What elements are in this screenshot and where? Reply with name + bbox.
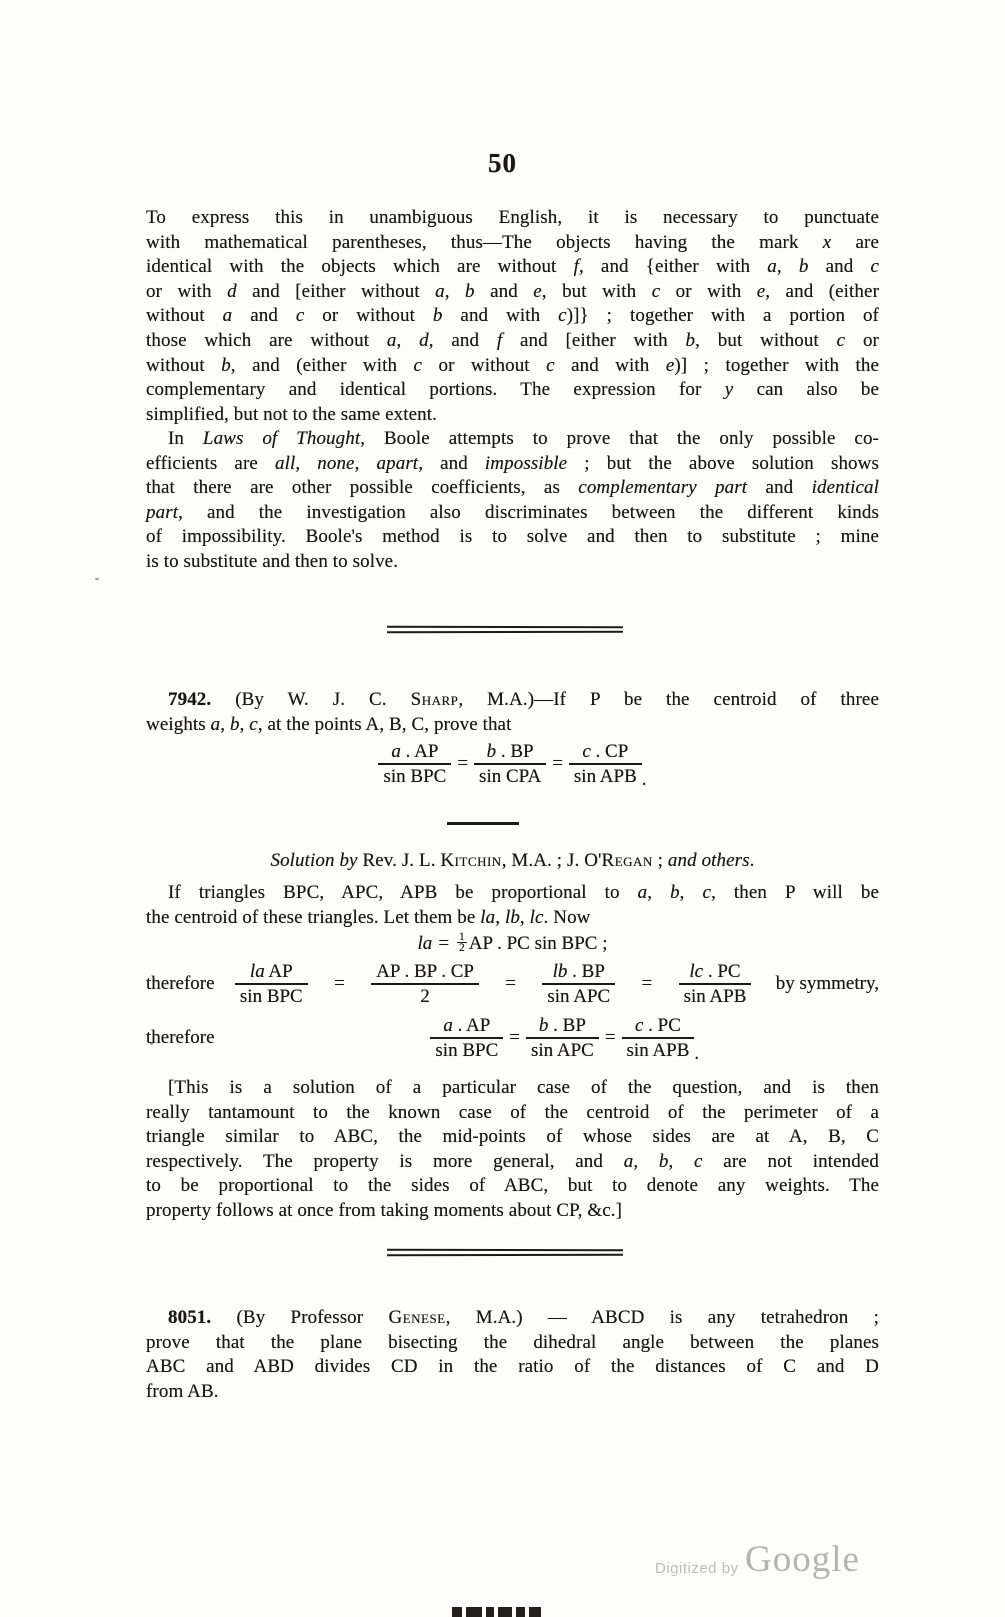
text-segment: , M.A.) — ABCD is any tetrahedron ; — [445, 1307, 879, 1328]
text-segment: b — [486, 741, 497, 762]
text-segment: . BP — [496, 741, 534, 762]
text-line — [146, 1101, 879, 1126]
text-segment: , — [444, 280, 466, 302]
text-segment: or without — [422, 354, 547, 376]
la-equation — [146, 930, 879, 958]
text-segment: , — [396, 329, 420, 351]
text-segment: sin APC — [530, 1040, 594, 1061]
text-segment: c — [546, 354, 555, 376]
one-half-fraction: $\frac{1}{2}$ — [459, 930, 465, 954]
therefore-row-1 — [146, 958, 879, 1010]
text-segment: none — [317, 452, 355, 474]
text-segment: , and — [418, 452, 485, 474]
text-segment: b — [221, 354, 231, 376]
text-segment: If triangles BPC, APC, APB be proportional to — [168, 882, 638, 903]
therefore-label: therefore — [146, 1027, 215, 1048]
text-line — [146, 1331, 879, 1356]
text-segment: apart — [376, 452, 419, 474]
text-segment: , — [220, 713, 230, 735]
text-segment: d — [227, 280, 237, 302]
text-segment: or without — [304, 305, 433, 327]
text-segment: f — [496, 329, 503, 351]
fraction — [378, 740, 451, 788]
text-segment: sin BPC — [435, 1040, 499, 1061]
text-segment: property follows at once from taking moments about CP, &c.] — [146, 1199, 623, 1221]
text-segment: 8051. — [168, 1307, 212, 1328]
text-segment: of impossibility. Boole's method is to solve and then to substitute ; mine — [146, 526, 879, 548]
text-segment: c — [295, 305, 305, 327]
text-segment: To express this in unambiguous English, it is necessary to punctuate — [146, 207, 879, 228]
text-line — [146, 476, 879, 501]
text-line — [146, 1174, 879, 1199]
text-segment: lc — [529, 906, 544, 928]
text-line — [146, 255, 879, 280]
text-segment: and others — [667, 850, 750, 871]
text-line — [146, 378, 879, 403]
text-segment: sin BPC — [383, 766, 447, 787]
formula-period: . — [641, 769, 647, 790]
text-segment: and [either without — [236, 280, 436, 302]
text-segment: c — [870, 256, 880, 278]
equals-sign: = — [509, 1027, 520, 1048]
text-segment: or — [845, 329, 879, 351]
text-line — [146, 354, 879, 379]
fraction — [474, 740, 546, 788]
scan-speck — [95, 578, 99, 580]
text-segment: , — [679, 882, 703, 903]
text-segment: b — [538, 1015, 549, 1036]
text-segment: , and (either — [765, 280, 879, 302]
text-line — [146, 525, 879, 550]
by-symmetry-label: by symmetry, — [775, 973, 879, 994]
text-segment: c — [413, 354, 423, 376]
text-segment: , — [295, 452, 318, 474]
text-segment: , — [239, 713, 250, 735]
text-line — [146, 1306, 879, 1331]
text-segment: simplified, but not to the same extent. — [146, 403, 437, 425]
text-segment: . Now — [543, 906, 591, 928]
text-segment: , — [776, 256, 799, 278]
text-line — [146, 329, 879, 354]
text-segment: AP — [264, 961, 293, 982]
text-segment: c — [836, 329, 846, 351]
text-segment: b — [432, 305, 443, 327]
text-segment: or with — [146, 280, 228, 302]
text-segment: lb — [504, 906, 520, 928]
text-segment: complementary part — [578, 477, 748, 499]
text-segment: [This is a solution of a particular case of the question, and is then — [168, 1077, 879, 1098]
therefore-label: therefore — [146, 973, 215, 994]
text-segment: , and — [428, 329, 497, 351]
text-segment: Laws of Thought — [202, 428, 361, 449]
text-segment: , and {either with — [578, 256, 768, 278]
text-segment: a — [222, 305, 233, 327]
text-segment: , and (either with — [230, 354, 414, 376]
text-segment: without — [146, 305, 223, 327]
text-line — [146, 427, 879, 452]
text-segment: , then P will be — [711, 882, 880, 903]
text-segment: , M.A.)—If P be the centroid of three — [458, 689, 880, 710]
text-segment: and [either with — [502, 329, 686, 351]
text-segment: . PC — [643, 1015, 681, 1036]
text-segment: sin BPC — [239, 986, 303, 1007]
therefore-row-2 — [146, 1012, 879, 1064]
text-segment: ; but the above solution shows — [567, 452, 879, 474]
equals-sign: = — [552, 753, 563, 774]
equation-rest: AP . PC sin BPC ; — [468, 933, 608, 954]
text-segment: and with — [554, 354, 666, 376]
text-segment: a — [391, 741, 401, 762]
text-segment: sin APB — [683, 986, 747, 1007]
text-segment: efficients are — [146, 452, 275, 474]
text-segment: and — [474, 280, 534, 302]
text-segment: a — [767, 256, 777, 278]
text-segment: c — [694, 1150, 703, 1172]
fraction — [679, 960, 752, 1008]
text-segment: d — [419, 329, 429, 351]
text-segment: . AP — [400, 741, 439, 762]
equals-sign: = — [457, 753, 469, 774]
text-line — [146, 1076, 879, 1101]
text-segment: can also be — [733, 379, 879, 401]
text-segment: e — [756, 280, 766, 302]
section-separator-rule — [387, 626, 623, 634]
text-segment: that there are other possible coefficients, as — [146, 477, 579, 499]
text-segment: sin APC — [547, 986, 611, 1007]
cutoff-text-fragment — [452, 1607, 562, 1617]
text-segment: impossible — [484, 452, 568, 474]
equals-sign: = — [604, 1027, 616, 1048]
text-segment: a — [623, 1150, 634, 1172]
text-line — [146, 501, 879, 526]
intro-paragraph — [146, 206, 879, 427]
equals-sign: = — [334, 973, 345, 994]
text-segment: identical with the objects which are without — [146, 256, 574, 278]
text-segment: and — [232, 305, 296, 327]
fraction — [569, 740, 642, 788]
text-segment: all — [274, 452, 296, 474]
problem-8051-paragraph — [146, 1306, 879, 1404]
bracket-note-paragraph — [146, 1076, 879, 1224]
text-segment: without — [146, 354, 222, 376]
section-separator-rule — [387, 1249, 623, 1257]
text-segment: , but without — [695, 329, 837, 351]
equals-sign: = — [438, 933, 450, 954]
text-segment: b — [465, 280, 475, 302]
text-segment: )]} ; together with a portion of — [566, 305, 879, 327]
text-segment: part — [146, 501, 179, 523]
text-segment: is to substitute and then to solve. — [146, 550, 399, 572]
fraction — [371, 960, 479, 1008]
solution-intro-paragraph — [146, 881, 879, 930]
page-number: 50 — [488, 148, 517, 178]
solution-separator-rule — [447, 822, 519, 825]
text-segment: AP . BP . CP — [376, 961, 474, 982]
text-line — [146, 1199, 879, 1224]
text-segment: b — [658, 1150, 669, 1172]
text-segment: are not intended — [702, 1150, 880, 1172]
text-segment: la — [249, 961, 265, 982]
text-segment: 2 — [420, 986, 430, 1007]
text-segment: c — [651, 280, 661, 302]
text-segment: lb — [552, 961, 568, 982]
text-line — [146, 206, 879, 231]
text-segment: ABC and ABD divides CD in the ratio of the distances of C and D — [146, 1356, 879, 1378]
text-segment: respectively. The property is more general, and — [146, 1150, 624, 1172]
text-segment: with mathematical parentheses, thus—The objects having the mark — [146, 231, 823, 253]
text-line — [146, 849, 879, 874]
text-segment: prove that the plane bisecting the dihedral angle between the planes — [146, 1331, 879, 1353]
text-segment: or with — [660, 280, 757, 302]
text-segment: b — [229, 713, 240, 735]
text-segment: . BP — [548, 1015, 586, 1036]
text-line — [146, 881, 879, 906]
text-segment: a — [637, 882, 648, 903]
text-segment: , — [668, 1150, 695, 1172]
text-segment: , and the investigation also discriminates between the different kinds — [178, 501, 879, 523]
text-segment: Regan — [601, 850, 653, 871]
text-segment: a — [386, 329, 397, 351]
text-segment: and — [808, 256, 871, 278]
text-segment: from AB. — [146, 1380, 219, 1402]
text-segment: Sharp — [410, 689, 459, 710]
text-segment: a — [443, 1015, 453, 1036]
text-segment: Kitchin — [440, 850, 502, 871]
text-segment: c — [249, 713, 258, 735]
text-segment: really tantamount to the known case of the centroid of the perimeter of a — [146, 1101, 879, 1123]
text-segment: complementary and identical portions. The expression for — [146, 379, 725, 401]
text-segment: . PC — [703, 961, 741, 982]
text-segment: and — [747, 477, 812, 499]
text-segment: sin APB — [573, 766, 637, 787]
text-line — [146, 688, 879, 713]
equals-sign: = — [505, 973, 517, 994]
text-segment: identical — [811, 477, 879, 499]
text-segment: triangle similar to ABC, the mid-points of whose sides are at A, B, C — [146, 1126, 879, 1148]
text-segment: la — [480, 906, 496, 928]
text-line — [146, 1125, 879, 1150]
text-line — [146, 403, 879, 428]
text-segment: lc — [689, 961, 704, 982]
text-segment: . AP — [452, 1015, 491, 1036]
formula-period: . — [694, 1043, 700, 1064]
google-logo: Google — [745, 1539, 860, 1580]
text-segment: b — [670, 882, 680, 903]
text-segment: , — [354, 452, 377, 474]
text-segment: c — [702, 882, 712, 903]
text-segment: e — [533, 280, 542, 302]
fraction — [526, 1014, 599, 1062]
text-segment: those which are without — [146, 329, 387, 351]
text-line — [146, 1380, 879, 1405]
fraction — [622, 1014, 695, 1062]
text-segment: a — [210, 713, 221, 735]
text-segment: , — [633, 1150, 659, 1172]
text-segment: sin CPA — [479, 766, 542, 787]
text-segment: e — [665, 354, 675, 376]
text-segment: 7942. — [168, 689, 212, 710]
text-segment: to be proportional to the sides of ABC, but to denote any weights. The — [146, 1175, 879, 1197]
laws-of-thought-paragraph — [146, 427, 879, 575]
text-segment: weights — [146, 713, 211, 735]
text-segment: , but with — [541, 280, 652, 302]
text-segment: a — [435, 280, 445, 302]
text-segment: c — [634, 1015, 644, 1036]
text-line — [146, 280, 879, 305]
text-line — [146, 231, 879, 256]
text-segment: . BP — [567, 961, 605, 982]
la-term: la — [417, 933, 433, 954]
problem-7942-heading — [146, 688, 879, 737]
text-line — [146, 452, 879, 477]
text-segment: (By Professor — [211, 1307, 389, 1328]
text-segment: sin APB — [626, 1040, 690, 1061]
text-line — [146, 304, 879, 329]
text-segment: )] ; together with the — [674, 354, 880, 376]
problem-7942-formula — [146, 738, 879, 790]
text-segment: b — [798, 256, 809, 278]
text-segment: In — [168, 428, 203, 449]
text-segment: b — [685, 329, 696, 351]
text-segment: , Boole attempts to prove that the only possible co- — [360, 428, 879, 449]
text-line — [146, 1150, 879, 1175]
text-segment: , — [495, 906, 505, 928]
fraction — [235, 960, 308, 1008]
text-line — [146, 1355, 879, 1380]
text-segment: the centroid of these triangles. Let them be — [146, 906, 481, 928]
text-segment: Genese — [388, 1307, 446, 1328]
text-segment: ; — [652, 850, 668, 871]
text-segment: Rev. J. L. — [357, 850, 441, 871]
text-segment: , M.A. ; J. O' — [501, 850, 602, 871]
text-segment: , — [647, 882, 671, 903]
digitized-by-label: Digitized by — [655, 1560, 739, 1577]
fraction — [542, 960, 615, 1008]
text-segment: Solution by — [270, 850, 358, 871]
text-line — [146, 713, 879, 738]
text-segment: c — [582, 741, 591, 762]
text-segment: , at the points A, B, C, prove that — [257, 713, 512, 735]
text-line — [146, 906, 879, 931]
fraction — [430, 1014, 503, 1062]
text-segment: . CP — [590, 741, 629, 762]
text-line — [146, 550, 879, 575]
text-segment: f — [573, 256, 579, 278]
equals-sign: = — [641, 973, 653, 994]
text-segment: (By W. J. C. — [211, 689, 411, 710]
text-segment: y — [724, 379, 734, 401]
text-segment: are — [831, 231, 879, 253]
solution-byline — [146, 849, 879, 874]
text-segment: c — [558, 305, 567, 327]
text-segment: . — [749, 850, 755, 871]
text-segment: x — [822, 231, 832, 253]
text-segment: and with — [442, 305, 559, 327]
text-segment: , — [519, 906, 530, 928]
